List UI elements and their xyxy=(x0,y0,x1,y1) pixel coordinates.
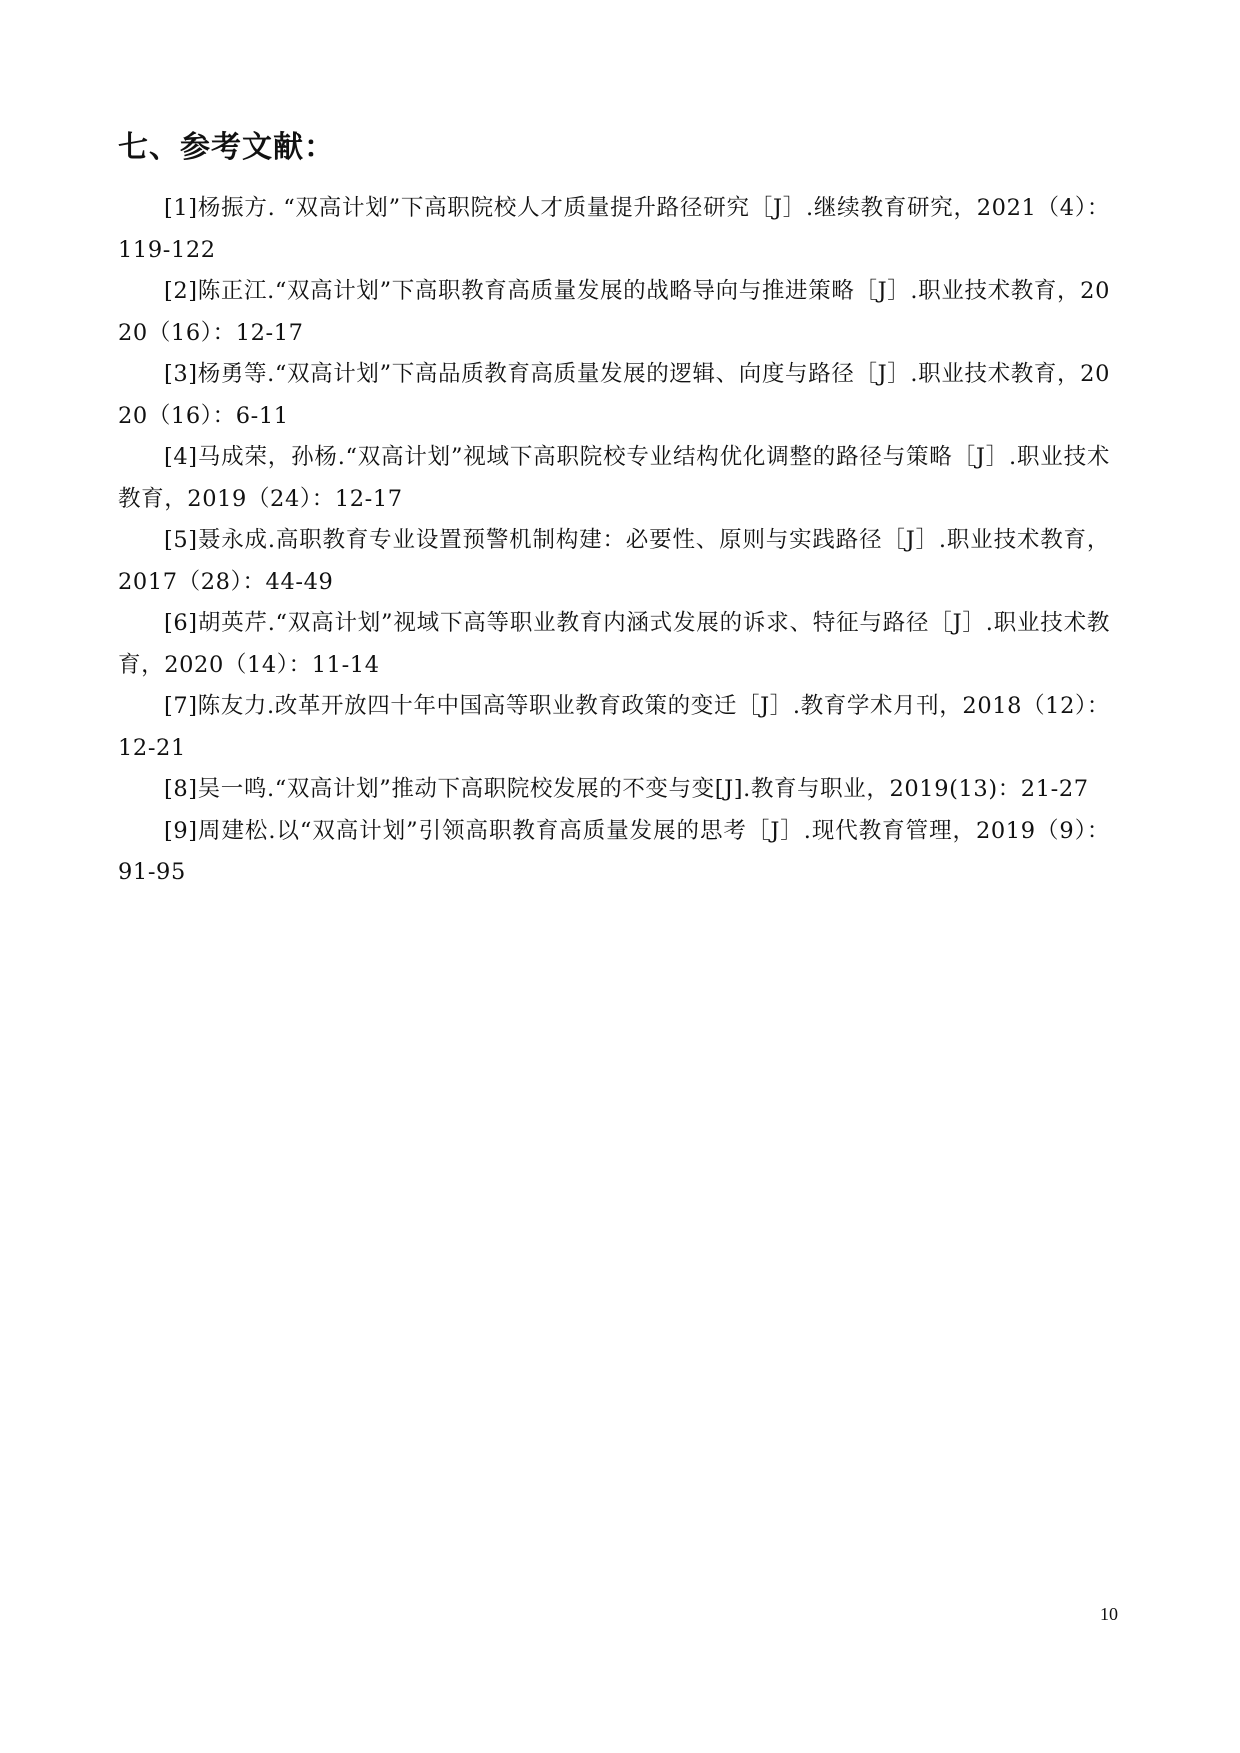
reference-item-5: [5]聂永成.高职教育专业设置预警机制构建：必要性、原则与实践路径［J］.职业技术教育，2017（28）：44-49 xyxy=(118,527,1110,595)
reference-item-8: [8]吴一鸣.“双高计划”推动下高职院校发展的不变与变[J].教育与职业，2019(13)：21-27 xyxy=(164,776,1089,802)
reference-item-1: [1]杨振方. “双高计划”下高职院校人才质量提升路径研究［J］.继续教育研究，2021（4）：119-122 xyxy=(118,195,1110,263)
reference-list xyxy=(118,188,1110,894)
reference-item-2: [2]陈正江.“双高计划”下高职教育高质量发展的战略导向与推进策略［J］.职业技术教育，2020（16）：12-17 xyxy=(118,278,1110,346)
reference-item-6: [6]胡英芹.“双高计划”视域下高等职业教育内涵式发展的诉求、特征与路径［J］.职业技术教育，2020（14）：11-14 xyxy=(118,610,1110,678)
reference-item-3: [3]杨勇等.“双高计划”下高品质教育高质量发展的逻辑、向度与路径［J］.职业技术教育，2020（16）：6-11 xyxy=(118,361,1110,429)
reference-item-7: [7]陈友力.改革开放四十年中国高等职业教育政策的变迁［J］.教育学术月刊，2018（12）：12-21 xyxy=(118,693,1110,761)
section-heading: 七、参考文献： xyxy=(118,130,335,165)
reference-item-9: [9]周建松.以“双高计划”引领高职教育高质量发展的思考［J］.现代教育管理，2019（9）：91-95 xyxy=(118,817,1110,885)
reference-item-4: [4]马成荣，孙杨.“双高计划”视域下高职院校专业结构优化调整的路径与策略［J］.职业技术教育，2019（24）：12-17 xyxy=(118,444,1110,512)
page-number: 10 xyxy=(1100,1604,1118,1624)
